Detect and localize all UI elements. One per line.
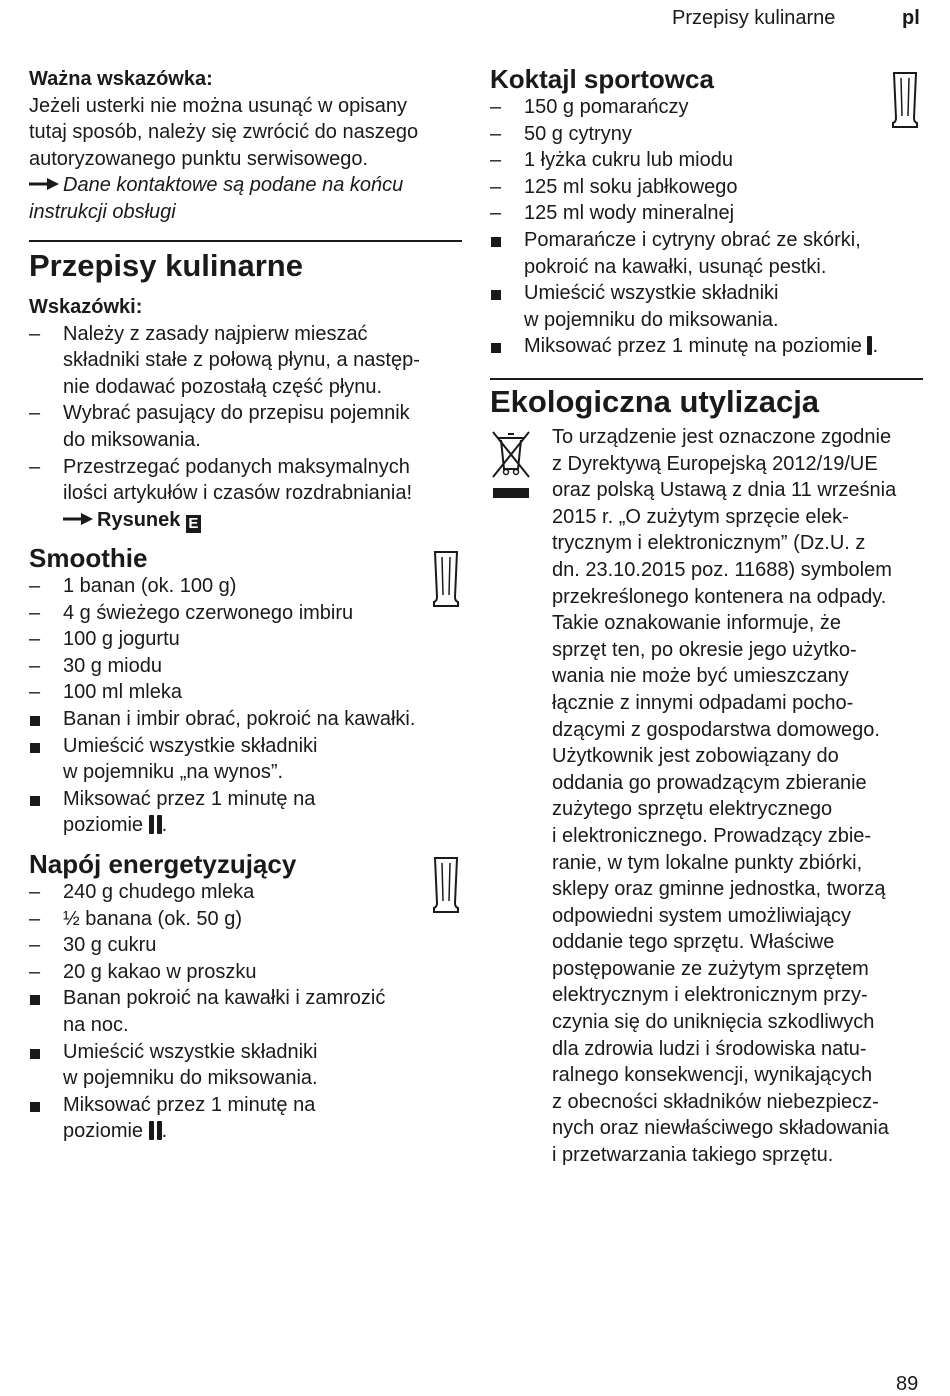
tip-line: składniki stałe z połową płynu, a następ- <box>63 349 420 372</box>
dash-marker: – <box>29 881 41 903</box>
dash-marker: – <box>29 402 41 425</box>
step-text: w pojemniku „na wynos”. <box>63 761 284 784</box>
figure-letter-badge: E <box>186 515 201 533</box>
ingredient-text: 100 ml mleka <box>63 681 182 704</box>
ingredient-text: 30 g miodu <box>63 654 162 677</box>
step-text: Umieścić wszystkie składniki <box>524 282 779 305</box>
figure-reference <box>63 507 462 534</box>
ingredient-item <box>29 879 462 906</box>
ingredient-text: 240 g chudego mleka <box>63 881 255 903</box>
disposal-line: Takie oznakowanie informuje, że <box>552 612 842 635</box>
tip-item <box>29 454 462 534</box>
step-text: Banan pokroić na kawałki i zamrozić <box>63 987 386 1010</box>
recipe-title: Koktajl sportowca <box>490 64 714 94</box>
step-item <box>490 280 923 333</box>
disposal-line: dzącymi z gospodarstwa domowego. <box>552 718 880 741</box>
tip-line: Wybrać pasujący do przepisu pojemnik <box>63 402 410 425</box>
to-go-container-icon <box>431 549 461 609</box>
ingredient-item <box>29 959 462 986</box>
speed-level-bar-icon <box>157 815 162 834</box>
step-text: pokroić na kawałki, usunąć pestki. <box>524 255 827 278</box>
disposal-line: To urządzenie jest oznaczone zgodnie <box>552 426 892 448</box>
tip-line: Przestrzegać podanych maksymalnych <box>63 455 410 478</box>
step-text: Umieścić wszystkie składniki <box>63 1040 318 1063</box>
disposal-line: zużytego sprzętu elektrycznego <box>552 798 833 821</box>
important-line: autoryzowanego punktu serwisowego. <box>29 147 369 170</box>
step-text-with-level: poziomie . <box>63 814 168 837</box>
disposal-line: oraz polską Ustawą z dnia 11 września <box>552 479 897 502</box>
disposal-line: dn. 23.10.2015 poz. 11688) symbolem <box>552 558 892 581</box>
step-text: w pojemniku do miksowania. <box>524 308 779 331</box>
dash-marker: – <box>29 654 41 677</box>
disposal-line: ralnego konsekwencji, wynikających <box>552 1064 873 1087</box>
step-text: Miksować przez 1 minutę na <box>63 787 316 810</box>
ingredient-text: ½ banana (ok. 50 g) <box>63 907 243 930</box>
dash-marker: – <box>29 628 41 651</box>
disposal-line: dla zdrowia ludzi i środowiska natu- <box>552 1037 867 1060</box>
ingredient-item <box>490 200 923 227</box>
ingredient-text: 150 g pomarańczy <box>524 96 689 118</box>
speed-level-bar-icon <box>149 815 154 834</box>
ingredient-text: 125 ml wody mineralnej <box>524 202 735 225</box>
ingredient-item <box>29 626 462 653</box>
dash-marker: – <box>29 934 41 957</box>
sport-cocktail-recipe <box>490 64 923 360</box>
ingredient-item <box>29 679 462 706</box>
tip-item <box>29 321 462 401</box>
ingredient-text: 1 łyżka cukru lub miodu <box>524 149 733 172</box>
tip-line: ilości artykułów i czasów rozdrabniania! <box>63 482 413 505</box>
tip-line: do miksowania. <box>63 428 201 451</box>
important-line: tutaj sposób, należy się zwrócić do naszego <box>29 121 419 144</box>
tip-line: nie dodawać pozostałą część płynu. <box>63 375 383 398</box>
section-divider <box>490 378 923 380</box>
dash-marker: – <box>29 960 41 983</box>
dash-marker: – <box>29 322 41 345</box>
speed-level-bar-icon <box>149 1121 154 1140</box>
disposal-line: postępowanie ze zużytym sprzętem <box>552 957 869 980</box>
ingredient-text: 4 g świeżego czerwonego imbiru <box>63 601 354 624</box>
tips-heading: Wskazówki: <box>29 296 143 318</box>
step-item <box>29 985 462 1038</box>
recipe-title: Napój energetyzujący <box>29 849 297 879</box>
dash-marker: – <box>29 601 41 624</box>
disposal-line: 2015 r. „O zużytym sprzęcie elek- <box>552 505 849 528</box>
step-item <box>29 706 462 733</box>
dash-marker: – <box>29 575 41 597</box>
figure-reference-label: Rysunek <box>97 508 181 531</box>
running-header-title: Przepisy kulinarne <box>672 7 836 29</box>
disposal-line: sklepy oraz gminne jednostka, tworzą <box>552 878 886 901</box>
contact-reference-text: Dane kontaktowe są podane na końcu <box>63 174 404 197</box>
disposal-line: Użytkownik jest zobowiązany do <box>552 745 839 768</box>
dash-marker: – <box>490 149 502 172</box>
important-note <box>29 66 462 226</box>
ingredient-item <box>29 653 462 680</box>
ingredient-text: 100 g jogurtu <box>63 628 180 651</box>
arrow-right-icon <box>63 513 93 525</box>
step-text: Miksować przez 1 minutę na poziomie <box>524 335 868 358</box>
disposal-line: nych oraz niewłaściwego składowania <box>552 1117 889 1140</box>
section-divider <box>29 240 462 242</box>
disposal-line: łącznie z innymi odpadami pocho- <box>552 691 854 714</box>
step-text: Pomarańcze i cytryny obrać ze skórki, <box>524 228 861 251</box>
step-item <box>29 786 462 839</box>
ingredient-item <box>490 174 923 201</box>
important-line: Jeżeli usterki nie można usunąć w opisany <box>29 94 407 117</box>
speed-level-bar-icon <box>157 1121 162 1140</box>
dash-marker: – <box>29 455 41 478</box>
disposal-line: odpowiedni system umożliwiający <box>552 904 852 927</box>
ingredient-text: 20 g kakao w proszku <box>63 960 257 983</box>
disposal-line: oddania go prowadzącym zbieranie <box>552 771 867 794</box>
disposal-line: z obecności składników niebezpiecz- <box>552 1090 879 1113</box>
ingredient-text: 125 ml soku jabłkowego <box>524 175 738 198</box>
disposal-line: przekreślonego kontenera na odpady. <box>552 585 887 608</box>
disposal-line: i elektronicznego. Prowadzący zbie- <box>552 824 872 847</box>
ingredient-item <box>490 147 923 174</box>
disposal-line: trycznym i elektronicznym” (Dz.U. z <box>552 532 866 555</box>
step-item <box>29 733 462 786</box>
tip-item <box>29 400 462 453</box>
step-text: Miksować przez 1 minutę na <box>63 1093 316 1116</box>
dash-marker: – <box>490 202 502 225</box>
important-heading: Ważna wskazówka: <box>29 68 213 90</box>
step-item <box>490 227 923 280</box>
crossed-out-bin-icon <box>491 429 531 499</box>
arrow-right-icon <box>29 178 59 190</box>
disposal-line: elektrycznym i elektronicznym przy- <box>552 984 868 1007</box>
step-text-with-level: poziomie . <box>63 1120 168 1143</box>
step-text: Banan i imbir obrać, pokroić na kawałki. <box>63 707 416 730</box>
ingredient-item <box>29 600 462 627</box>
ingredient-text: 30 g cukru <box>63 934 157 957</box>
dash-marker: – <box>29 681 41 704</box>
disposal-line: oddanie tego sprzętu. Właściwe <box>552 931 835 954</box>
disposal-line: sprzęt ten, po okresie jego użytko- <box>552 638 857 661</box>
disposal-line: i przetwarzania takiego sprzętu. <box>552 1144 834 1167</box>
step-item <box>29 1039 462 1092</box>
disposal-line: ranie, w tym lokalne punkty zbiórki, <box>552 851 863 874</box>
section-title: Ekologiczna utylizacja <box>490 384 820 419</box>
blender-container-icon <box>431 855 461 915</box>
step-item <box>29 1092 462 1145</box>
disposal-line: z Dyrektywą Europejską 2012/19/UE <box>552 452 878 475</box>
energy-drink-recipe <box>29 849 462 1145</box>
blender-container-icon <box>890 70 920 130</box>
running-header-language: pl <box>902 7 920 29</box>
step-text: w pojemniku do miksowania. <box>63 1067 318 1090</box>
smoothie-recipe <box>29 543 462 839</box>
step-text: poziomie <box>63 1120 149 1143</box>
tip-line: Należy z zasady najpierw mieszać <box>63 322 368 345</box>
ingredient-item <box>29 932 462 959</box>
recipe-title: Smoothie <box>29 543 148 573</box>
ingredient-item <box>29 573 462 600</box>
disposal-line: wania nie może być umieszczany <box>552 665 849 688</box>
step-text: na noc. <box>63 1013 129 1036</box>
dash-marker: – <box>29 907 41 930</box>
disposal-text <box>552 424 924 1169</box>
contact-reference <box>29 172 462 199</box>
ingredient-item <box>490 121 923 148</box>
section-title: Przepisy kulinarne <box>29 248 303 283</box>
dash-marker: – <box>490 122 502 145</box>
step-item <box>490 333 923 360</box>
ingredient-item <box>29 906 462 933</box>
step-text: poziomie <box>63 814 149 837</box>
dash-marker: – <box>490 175 502 198</box>
disposal-line: czynia się do uniknięcia szkodliwych <box>552 1011 875 1034</box>
ingredient-text: 1 banan (ok. 100 g) <box>63 575 237 597</box>
step-text-with-level: Miksować przez 1 minutę na poziomie . <box>524 335 879 358</box>
step-text: Umieścić wszystkie składniki <box>63 734 318 757</box>
speed-level-bar-icon <box>867 336 872 355</box>
dash-marker: – <box>490 96 502 118</box>
contact-reference-line: instrukcji obsługi <box>29 200 176 223</box>
recipes-section <box>29 246 462 533</box>
page-number: 89 <box>896 1373 919 1395</box>
ingredient-item <box>490 94 923 121</box>
ingredient-text: 50 g cytryny <box>524 122 632 145</box>
